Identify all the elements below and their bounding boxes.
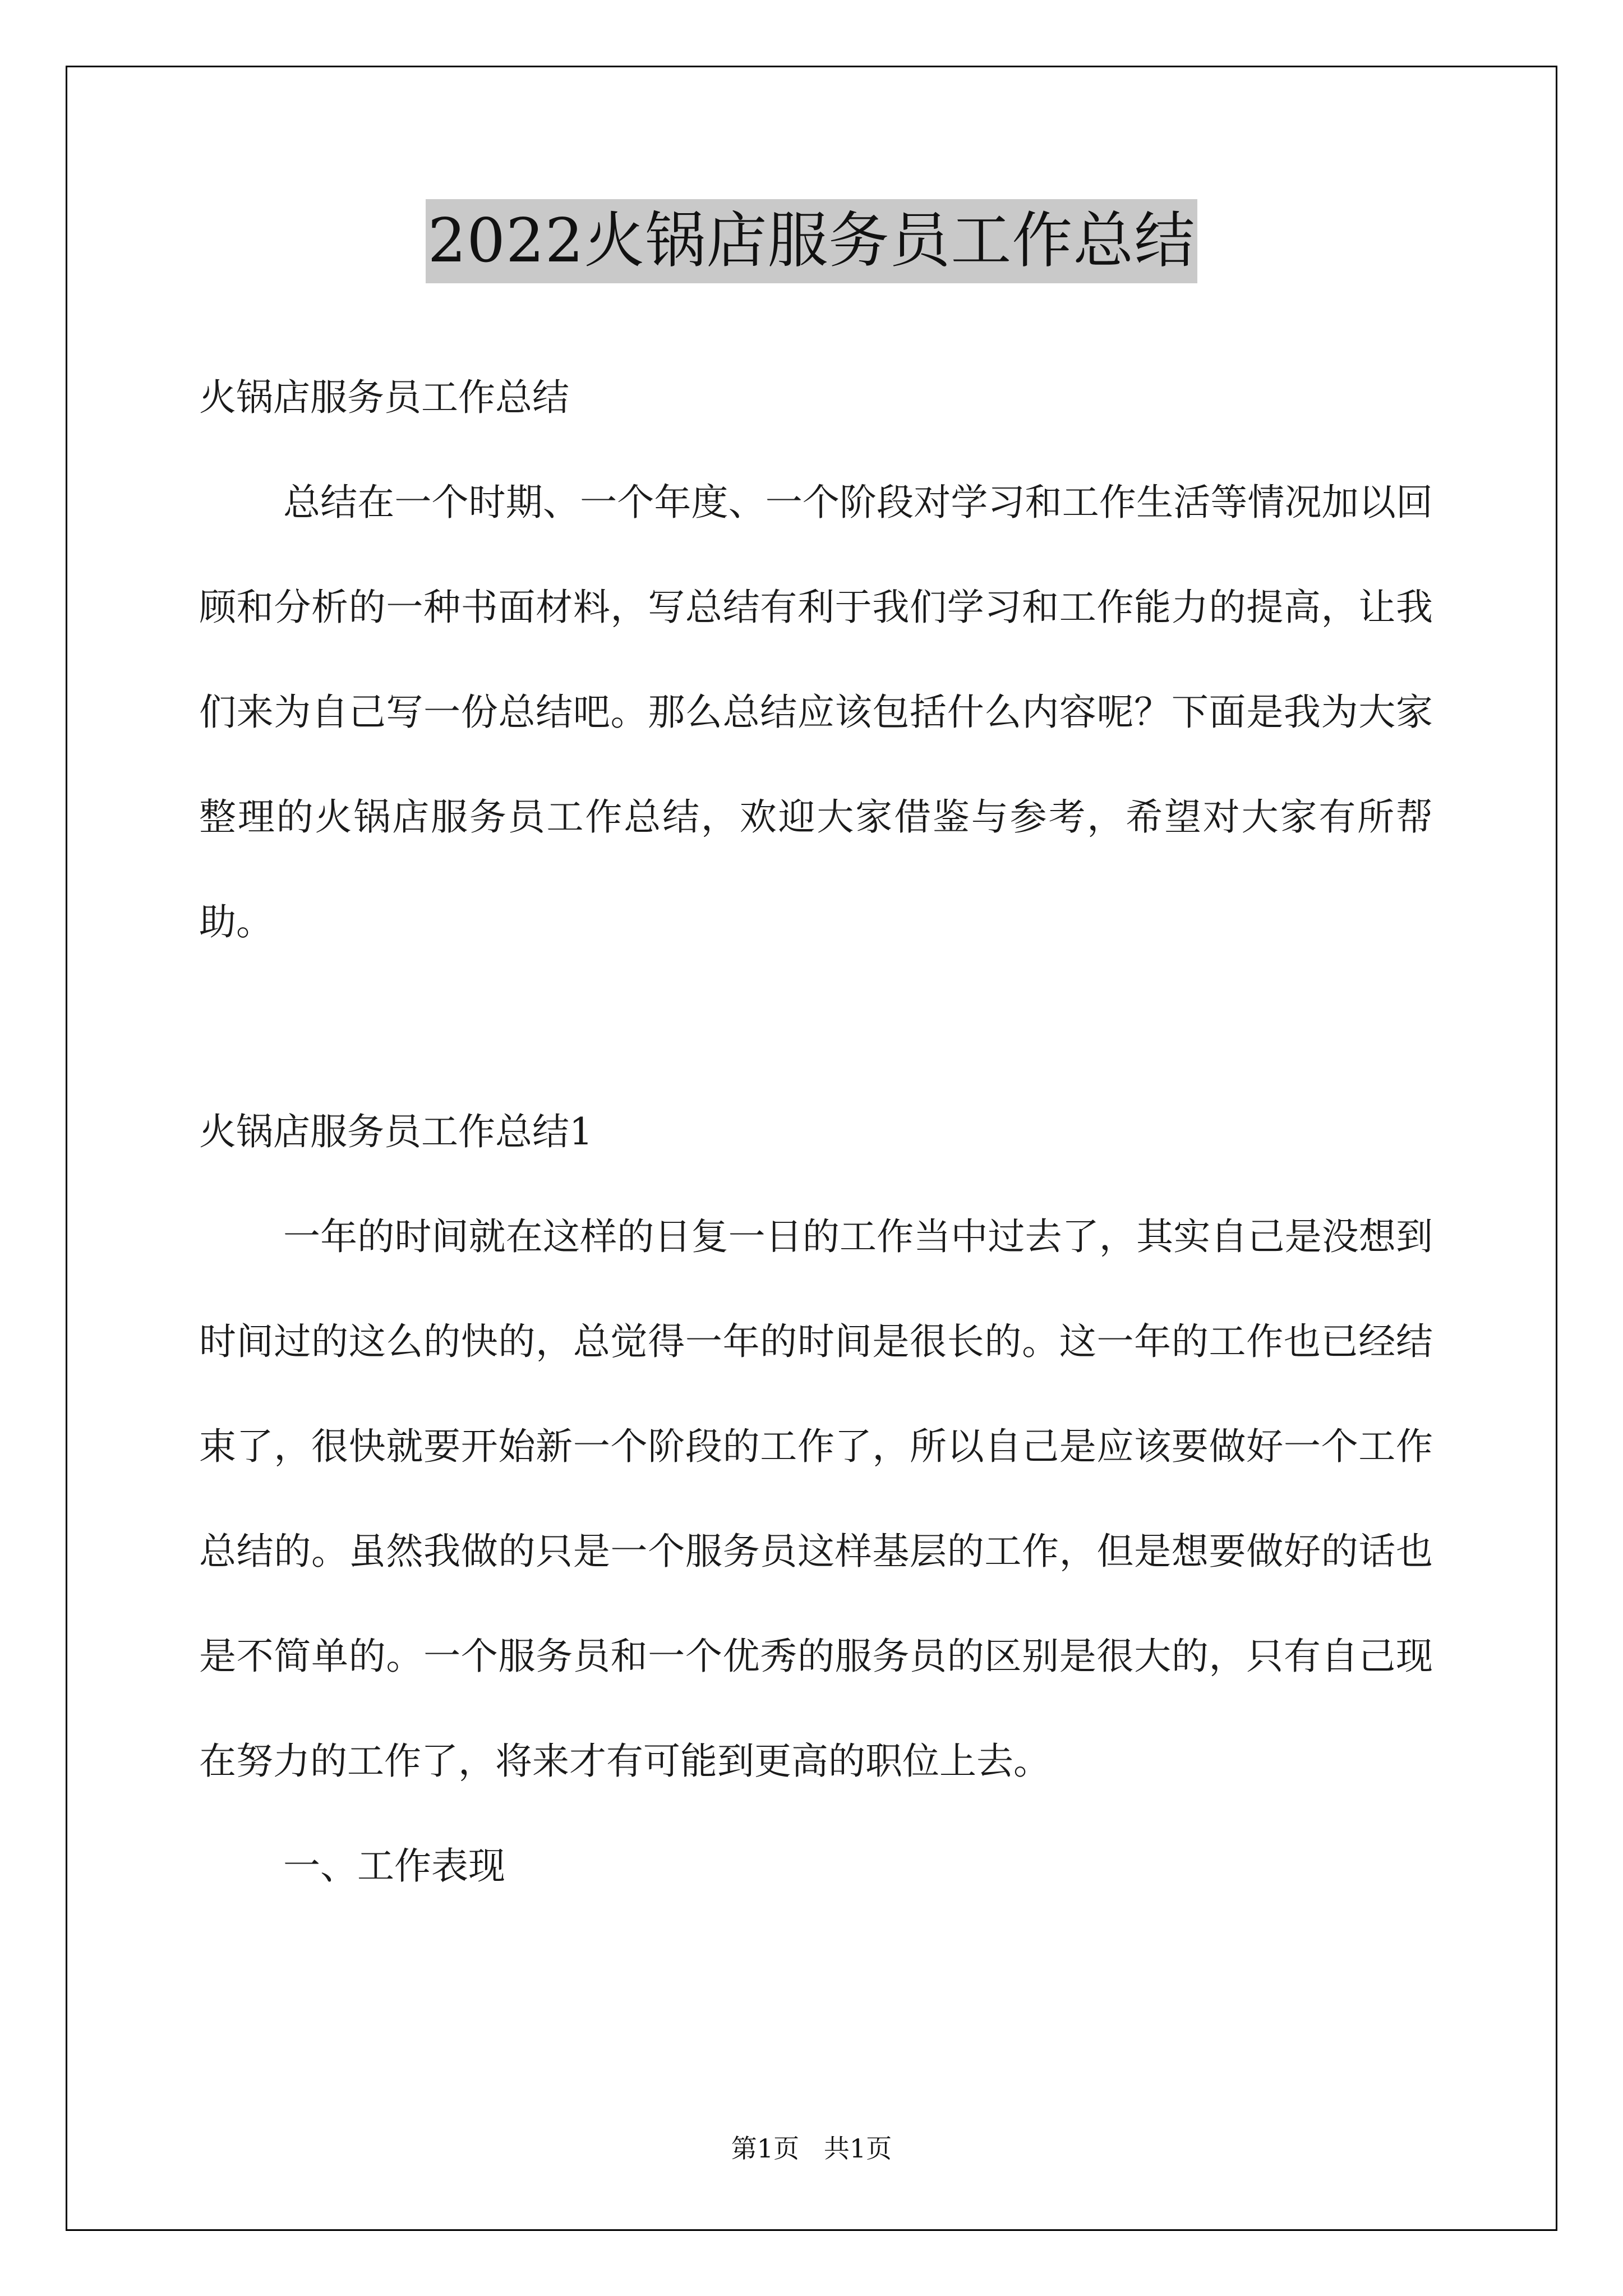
page-footer <box>0 2132 1623 2165</box>
page-number: 第1页 共1页 <box>731 2133 892 2164</box>
section-title: 火锅店服务员工作总结1 <box>199 1110 593 1153</box>
document-title: 2022火锅店服务员工作总结 <box>426 199 1198 283</box>
intro-paragraph: 总结在一个时期、一个年度、一个阶段对学习和工作生活等情况加以回顾和分析的一种书面材料，写总结有利于我们学习和工作能力的提高，让我们来为自己写一份总结吧。那么总结应该包括什么内容呢？下面是我为大家整理的火锅店服务员工作总结，欢迎大家借鉴与参考，希望对大家有所帮助。 <box>199 481 1433 944</box>
section-subheading: 一、工作表现 <box>283 1844 505 1888</box>
section-gap <box>199 974 1433 1079</box>
title-container <box>0 199 1623 283</box>
document-subtitle: 火锅店服务员工作总结 <box>199 376 569 419</box>
section-paragraph: 一年的时间就在这样的日复一日的工作当中过去了，其实自己是没想到时间过的这么的快的，总觉得一年的时间是很长的。这一年的工作也已经结束了，很快就要开始新一个阶段的工作了，所以自己是应该要做好一个工作总结的。虽然我做的只是一个服务员这样基层的工作，但是想要做好的话也是不简单的。一个服务员和一个优秀的服务员的区别是很大的，只有自己现在努力的工作了，将来才有可能到更高的职位上去。 <box>199 1215 1433 1783</box>
document-body <box>199 345 1433 1918</box>
